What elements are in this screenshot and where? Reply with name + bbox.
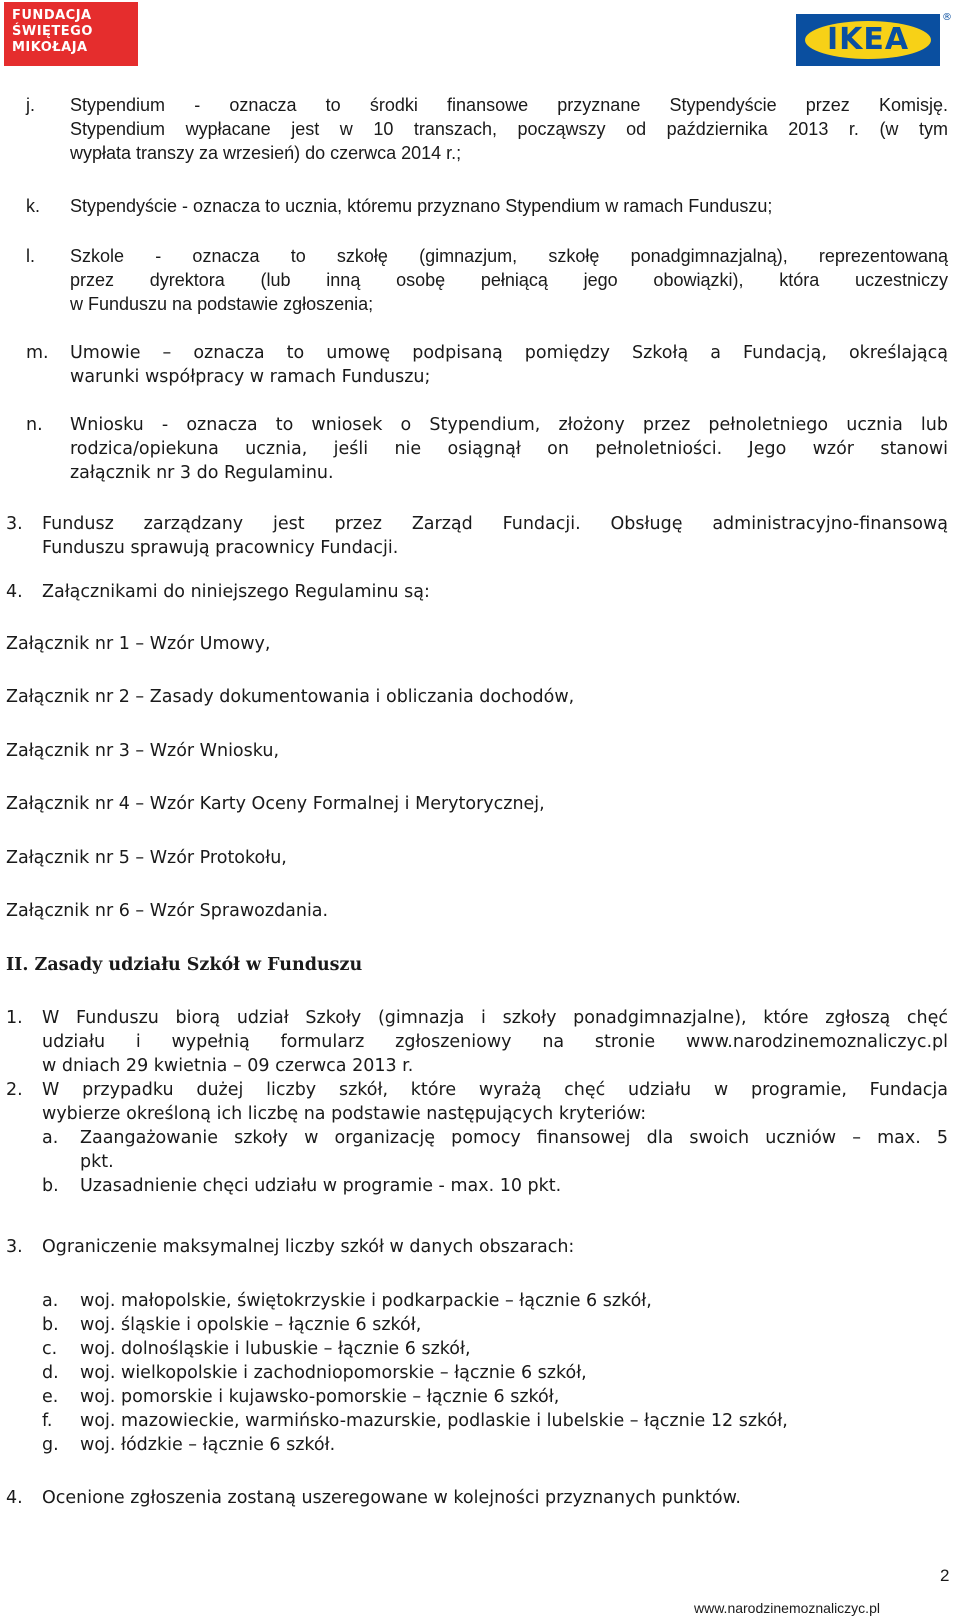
attachment-item: Załącznik nr 5 – Wzór Protokołu, <box>6 848 287 868</box>
list-label: f. <box>42 1411 53 1431</box>
paragraph-line: Ograniczenie maksymalnej liczby szkół w danych obszarach: <box>42 1237 575 1257</box>
region-item: woj. łódzkie – łącznie 6 szkół. <box>80 1435 336 1455</box>
attachment-item: Załącznik nr 4 – Wzór Karty Oceny Formalnej i Merytorycznej, <box>6 794 545 814</box>
list-label: d. <box>42 1363 59 1383</box>
list-label: 3. <box>6 1237 23 1257</box>
paragraph-line: Umowie – oznacza to umowę podpisaną pomiędzy Szkołą a Fundacją, określającą <box>70 343 948 363</box>
list-label: g. <box>42 1435 59 1455</box>
fundacja-logo-line: ŚWIĘTEGO <box>12 24 93 39</box>
region-item: woj. dolnośląskie i lubuskie – łącznie 6 szkół, <box>80 1339 471 1359</box>
region-item: woj. wielkopolskie i zachodniopomorskie – łącznie 6 szkół, <box>80 1363 587 1383</box>
ikea-logo <box>796 12 952 66</box>
attachment-item: Załącznik nr 6 – Wzór Sprawozdania. <box>6 901 329 921</box>
paragraph-line: Szkole - oznacza to szkołę (gimnazjum, szkołę ponadgimnazjalną), reprezentowaną <box>70 246 948 266</box>
attachment-item: Załącznik nr 3 – Wzór Wniosku, <box>6 741 280 761</box>
list-label: b. <box>42 1315 59 1335</box>
list-label: e. <box>42 1387 59 1407</box>
list-label: 2. <box>6 1080 23 1100</box>
paragraph-line: W przypadku dużej liczby szkół, które wyrażą chęć udziału w programie, Fundacja <box>42 1080 948 1100</box>
attachment-item: Załącznik nr 2 – Zasady dokumentowania i obliczania dochodów, <box>6 687 575 707</box>
paragraph-line: Fundusz zarządzany jest przez Zarząd Fundacji. Obsługę administracyjno-finansową <box>42 514 948 534</box>
paragraph-line: w dniach 29 kwietnia – 09 czerwca 2013 r. <box>42 1056 414 1076</box>
list-label: a. <box>42 1291 59 1311</box>
paragraph-line: Uzasadnienie chęci udziału w programie - max. 10 pkt. <box>80 1176 562 1196</box>
list-label: 4. <box>6 1488 23 1508</box>
paragraph-line: przez dyrektora (lub inną osobę pełniącą jego obowiązki), która uczestniczy <box>70 270 948 290</box>
paragraph-line: Załącznikami do niniejszego Regulaminu są: <box>42 582 430 602</box>
list-label: j. <box>26 95 35 115</box>
paragraph-line: Stypendium - oznacza to środki finansowe przyznane Stypendyście przez Komisję. <box>70 95 948 115</box>
page-number: 2 <box>940 1566 950 1585</box>
paragraph-line: Zaangażowanie szkoły w organizację pomocy finansowej dla swoich uczniów – max. 5 <box>80 1128 948 1148</box>
paragraph-line: Funduszu sprawują pracownicy Fundacji. <box>42 538 399 558</box>
paragraph-line: warunki współpracy w ramach Funduszu; <box>70 367 431 387</box>
paragraph-line: Stypendium wypłacane jest w 10 transzach, począwszy od października 2013 r. (w tym <box>70 119 948 139</box>
ikea-logo-text: IKEA <box>826 22 910 57</box>
region-item: woj. małopolskie, świętokrzyskie i podkarpackie – łącznie 6 szkół, <box>80 1291 652 1311</box>
list-label: 1. <box>6 1008 23 1028</box>
fundacja-logo-line: MIKOŁAJA <box>12 40 88 55</box>
paragraph-line: wypłata transzy za wrzesień) do czerwca 2014 r.; <box>70 143 462 163</box>
list-label: c. <box>42 1339 58 1359</box>
paragraph-line: Wniosku - oznacza to wniosek o Stypendium, złożony przez pełnoletniego ucznia lub <box>70 415 948 435</box>
list-label: 3. <box>6 514 23 534</box>
paragraph-line: Stypendyście - oznacza to ucznia, któremu przyznano Stypendium w ramach Funduszu; <box>70 196 773 216</box>
list-label: l. <box>26 246 35 266</box>
paragraph-line: załącznik nr 3 do Regulaminu. <box>70 463 334 483</box>
ikea-registered-mark: ® <box>942 12 952 23</box>
list-label: k. <box>26 196 41 216</box>
paragraph-line: Ocenione zgłoszenia zostaną uszeregowane w kolejności przyznanych punktów. <box>42 1488 741 1508</box>
attachment-item: Załącznik nr 1 – Wzór Umowy, <box>6 634 271 654</box>
region-item: woj. pomorskie i kujawsko-pomorskie – łącznie 6 szkół, <box>80 1387 560 1407</box>
paragraph-line: wybierze określoną ich liczbę na podstawie następujących kryteriów: <box>42 1104 647 1124</box>
paragraph-line: rodzica/opiekuna ucznia, jeśli nie osiągnął on pełnoletniości. Jego wzór stanowi <box>70 439 948 459</box>
region-item: woj. mazowieckie, warmińsko-mazurskie, podlaskie i lubelskie – łącznie 12 szkół, <box>80 1411 788 1431</box>
list-label: n. <box>26 415 43 435</box>
footer-url: www.narodzinemoznaliczyc.pl <box>694 1600 880 1616</box>
list-label: 4. <box>6 582 23 602</box>
list-label: a. <box>42 1128 59 1148</box>
fundacja-logo-line: FUNDACJA <box>12 8 92 23</box>
paragraph-line: pkt. <box>80 1152 114 1172</box>
fundacja-logo <box>4 2 138 66</box>
region-item: woj. śląskie i opolskie – łącznie 6 szkół, <box>80 1315 422 1335</box>
paragraph-line: w Funduszu na podstawie zgłoszenia; <box>70 294 374 314</box>
paragraph-line: udziału i wypełnią formularz zgłoszeniowy na stronie www.narodzinemoznaliczyc.pl <box>42 1032 948 1052</box>
list-label: b. <box>42 1176 59 1196</box>
paragraph-line: W Funduszu biorą udział Szkoły (gimnazja i szkoły ponadgimnazjalne), które zgłoszą chęć <box>42 1008 948 1028</box>
section-heading: II. Zasady udziału Szkół w Funduszu <box>6 955 363 975</box>
list-label: m. <box>26 343 49 363</box>
